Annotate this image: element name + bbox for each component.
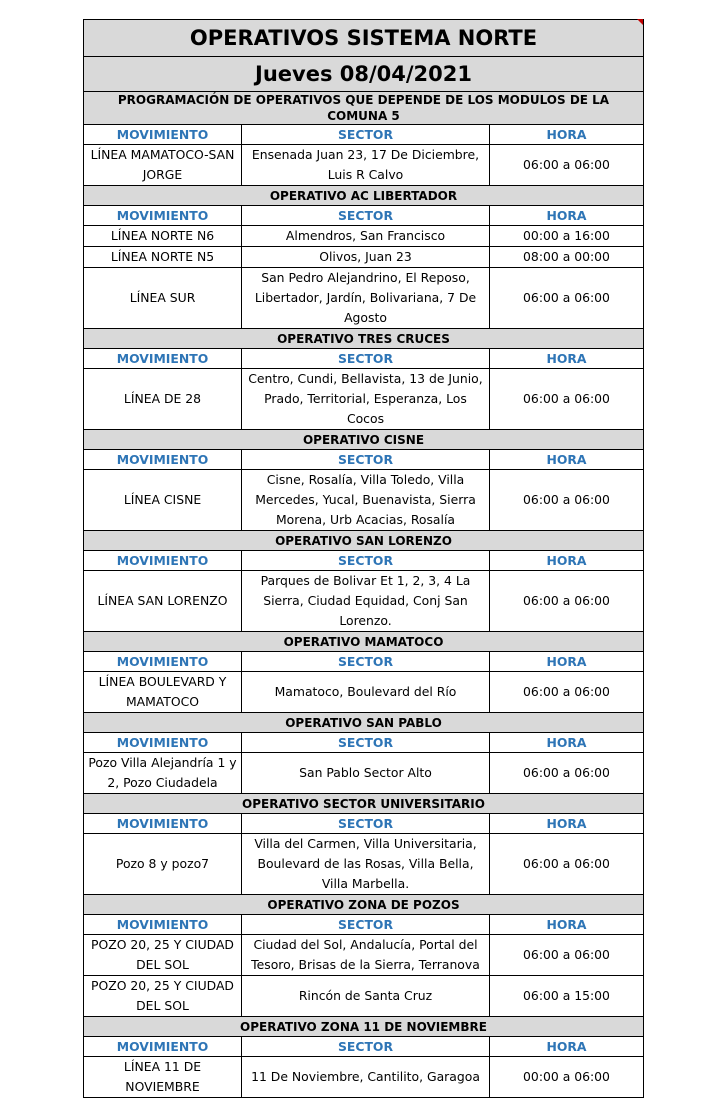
column-header-time: HORA: [490, 206, 644, 226]
time-cell: 06:00 a 06:00: [490, 268, 644, 329]
movement-cell: POZO 20, 25 Y CIUDAD DEL SOL: [84, 976, 242, 1017]
schedule-table: [83, 19, 644, 1098]
movement-cell: LÍNEA NORTE N5: [84, 247, 242, 268]
time-cell: 06:00 a 06:00: [490, 470, 644, 531]
comment-marker-icon: [637, 19, 643, 25]
column-header-sector: SECTOR: [242, 349, 490, 369]
time-cell: 06:00 a 15:00: [490, 976, 644, 1017]
column-header-sector: SECTOR: [242, 814, 490, 834]
column-header-time: HORA: [490, 814, 644, 834]
document-date: Jueves 08/04/2021: [84, 57, 644, 92]
column-header-row: [84, 814, 644, 834]
section-title: OPERATIVO ZONA DE POZOS: [84, 895, 644, 915]
sector-cell: San Pablo Sector Alto: [242, 753, 490, 794]
column-header-row: [84, 915, 644, 935]
date-row: [84, 57, 644, 92]
table-row: [84, 935, 644, 976]
section-row: [84, 531, 644, 551]
sector-cell: Rincón de Santa Cruz: [242, 976, 490, 1017]
column-header-sector: SECTOR: [242, 1037, 490, 1057]
movement-cell: LÍNEA SAN LORENZO: [84, 571, 242, 632]
sector-cell: Ensenada Juan 23, 17 De Diciembre, Luis R Calvo: [242, 145, 490, 186]
time-cell: 06:00 a 06:00: [490, 834, 644, 895]
time-cell: 08:00 a 00:00: [490, 247, 644, 268]
table-row: [84, 571, 644, 632]
movement-cell: LÍNEA DE 28: [84, 369, 242, 430]
section-row: [84, 713, 644, 733]
column-header-movement: MOVIMIENTO: [84, 733, 242, 753]
column-header-sector: SECTOR: [242, 125, 490, 145]
movement-cell: Pozo 8 y pozo7: [84, 834, 242, 895]
section-title: OPERATIVO MAMATOCO: [84, 632, 644, 652]
document-title: OPERATIVOS SISTEMA NORTE: [84, 20, 644, 57]
column-header-time: HORA: [490, 450, 644, 470]
column-header-row: [84, 1037, 644, 1057]
time-cell: 06:00 a 06:00: [490, 145, 644, 186]
sector-cell: San Pedro Alejandrino, El Reposo, Libertador, Jardín, Bolivariana, 7 De Agosto: [242, 268, 490, 329]
column-header-row: [84, 450, 644, 470]
column-header-time: HORA: [490, 125, 644, 145]
column-header-row: [84, 551, 644, 571]
column-header-movement: MOVIMIENTO: [84, 814, 242, 834]
movement-cell: LÍNEA BOULEVARD Y MAMATOCO: [84, 672, 242, 713]
time-cell: 06:00 a 06:00: [490, 753, 644, 794]
column-header-time: HORA: [490, 1037, 644, 1057]
column-header-sector: SECTOR: [242, 915, 490, 935]
section-row: [84, 430, 644, 450]
table-row: [84, 672, 644, 713]
column-header-movement: MOVIMIENTO: [84, 551, 242, 571]
movement-cell: LÍNEA SUR: [84, 268, 242, 329]
column-header-movement: MOVIMIENTO: [84, 1037, 242, 1057]
column-header-sector: SECTOR: [242, 450, 490, 470]
sector-cell: Almendros, San Francisco: [242, 226, 490, 247]
column-header-time: HORA: [490, 915, 644, 935]
column-header-movement: MOVIMIENTO: [84, 450, 242, 470]
movement-cell: LÍNEA CISNE: [84, 470, 242, 531]
section-row: [84, 186, 644, 206]
title-row: [84, 20, 644, 57]
column-header-row: [84, 349, 644, 369]
table-row: [84, 247, 644, 268]
sector-cell: Cisne, Rosalía, Villa Toledo, Villa Mercedes, Yucal, Buenavista, Sierra Morena, Urb Acacias, Rosalía: [242, 470, 490, 531]
sector-cell: Mamatoco, Boulevard del Río: [242, 672, 490, 713]
section-title: OPERATIVO SAN LORENZO: [84, 531, 644, 551]
section-title: OPERATIVO TRES CRUCES: [84, 329, 644, 349]
sector-cell: Parques de Bolivar Et 1, 2, 3, 4 La Sierra, Ciudad Equidad, Conj San Lorenzo.: [242, 571, 490, 632]
column-header-time: HORA: [490, 733, 644, 753]
section-title: OPERATIVO ZONA 11 DE NOVIEMBRE: [84, 1017, 644, 1037]
section-row: [84, 895, 644, 915]
column-header-sector: SECTOR: [242, 733, 490, 753]
sector-cell: Ciudad del Sol, Andalucía, Portal del Tesoro, Brisas de la Sierra, Terranova: [242, 935, 490, 976]
column-header-time: HORA: [490, 652, 644, 672]
section-title: PROGRAMACIÓN DE OPERATIVOS QUE DEPENDE DE LOS MODULOS DE LA COMUNA 5: [84, 92, 644, 125]
movement-cell: POZO 20, 25 Y CIUDAD DEL SOL: [84, 935, 242, 976]
section-row: [84, 1017, 644, 1037]
time-cell: 00:00 a 16:00: [490, 226, 644, 247]
time-cell: 06:00 a 06:00: [490, 672, 644, 713]
column-header-movement: MOVIMIENTO: [84, 206, 242, 226]
sector-cell: Centro, Cundi, Bellavista, 13 de Junio, Prado, Territorial, Esperanza, Los Cocos: [242, 369, 490, 430]
table-row: [84, 1057, 644, 1098]
column-header-movement: MOVIMIENTO: [84, 349, 242, 369]
section-title: OPERATIVO AC LIBERTADOR: [84, 186, 644, 206]
column-header-time: HORA: [490, 349, 644, 369]
section-row: [84, 632, 644, 652]
schedule-sheet: [83, 19, 643, 1098]
time-cell: 06:00 a 06:00: [490, 935, 644, 976]
section-title: OPERATIVO SAN PABLO: [84, 713, 644, 733]
section-row: [84, 794, 644, 814]
movement-cell: LÍNEA MAMATOCO-SAN JORGE: [84, 145, 242, 186]
time-cell: 00:00 a 06:00: [490, 1057, 644, 1098]
column-header-sector: SECTOR: [242, 551, 490, 571]
movement-cell: Pozo Villa Alejandría 1 y 2, Pozo Ciudadela: [84, 753, 242, 794]
column-header-time: HORA: [490, 551, 644, 571]
section-title: OPERATIVO SECTOR UNIVERSITARIO: [84, 794, 644, 814]
column-header-row: [84, 733, 644, 753]
movement-cell: LÍNEA NORTE N6: [84, 226, 242, 247]
table-row: [84, 976, 644, 1017]
sector-cell: Villa del Carmen, Villa Universitaria, Boulevard de las Rosas, Villa Bella, Villa Marbella.: [242, 834, 490, 895]
column-header-row: [84, 206, 644, 226]
table-row: [84, 226, 644, 247]
column-header-sector: SECTOR: [242, 652, 490, 672]
section-row: [84, 92, 644, 125]
column-header-movement: MOVIMIENTO: [84, 915, 242, 935]
table-row: [84, 145, 644, 186]
sector-cell: Olivos, Juan 23: [242, 247, 490, 268]
section-title: OPERATIVO CISNE: [84, 430, 644, 450]
column-header-sector: SECTOR: [242, 206, 490, 226]
table-row: [84, 470, 644, 531]
table-row: [84, 369, 644, 430]
time-cell: 06:00 a 06:00: [490, 369, 644, 430]
column-header-movement: MOVIMIENTO: [84, 125, 242, 145]
table-row: [84, 268, 644, 329]
table-row: [84, 834, 644, 895]
movement-cell: LÍNEA 11 DE NOVIEMBRE: [84, 1057, 242, 1098]
sector-cell: 11 De Noviembre, Cantilito, Garagoa: [242, 1057, 490, 1098]
column-header-movement: MOVIMIENTO: [84, 652, 242, 672]
time-cell: 06:00 a 06:00: [490, 571, 644, 632]
schedule-table-body: [84, 20, 644, 1098]
table-row: [84, 753, 644, 794]
section-row: [84, 329, 644, 349]
column-header-row: [84, 652, 644, 672]
column-header-row: [84, 125, 644, 145]
